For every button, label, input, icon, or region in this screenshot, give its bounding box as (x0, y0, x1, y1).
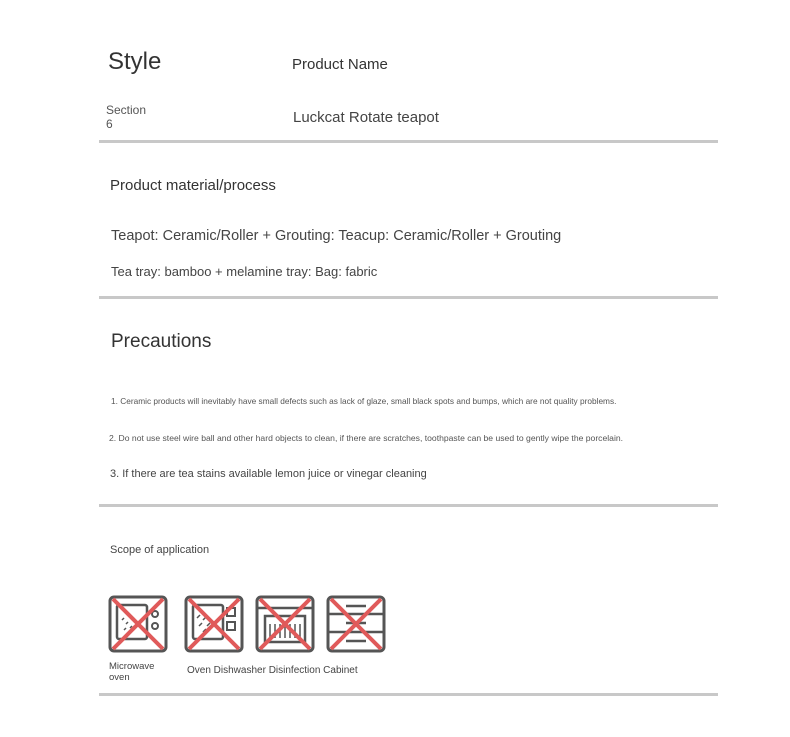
style-title: Style (108, 48, 162, 75)
dishwasher-icon (255, 594, 315, 654)
caption-other-appliances: Oven Dishwasher Disinfection Cabinet (187, 665, 358, 676)
section-text: Section (106, 103, 147, 117)
section-number: 6 (106, 117, 113, 131)
divider (99, 140, 718, 143)
precaution-item-2: 2. Do not use steel wire ball and other hard objects to clean, if there are scratches, toothpaste can be used to gently wipe the porcelain. (109, 433, 624, 443)
section-label (106, 103, 146, 131)
divider (99, 693, 718, 696)
precaution-item-1: 1. Ceramic products will inevitably have small defects such as lack of glaze, small black spots and bumps, which are not quality problems. (111, 396, 617, 406)
microwave-icon (108, 594, 168, 654)
scope-title: Scope of application (110, 544, 210, 556)
product-name-label: Product Name (292, 56, 388, 73)
oven-icon (184, 594, 244, 654)
precautions-title: Precautions (111, 331, 212, 352)
divider (99, 504, 718, 507)
material-line-1: Teapot: Ceramic/Roller + Grouting: Teacup: Ceramic/Roller + Grouting (111, 228, 562, 244)
divider (99, 296, 718, 299)
product-name-value: Luckcat Rotate teapot (293, 109, 439, 126)
caption-microwave: Microwave oven (109, 661, 155, 683)
material-title: Product material/process (110, 177, 276, 194)
disinfection-cabinet-icon (326, 594, 386, 654)
material-line-2: Tea tray: bamboo + melamine tray: Bag: fabric (111, 264, 378, 279)
precaution-item-3: 3. If there are tea stains available lemon juice or vinegar cleaning (110, 468, 427, 480)
